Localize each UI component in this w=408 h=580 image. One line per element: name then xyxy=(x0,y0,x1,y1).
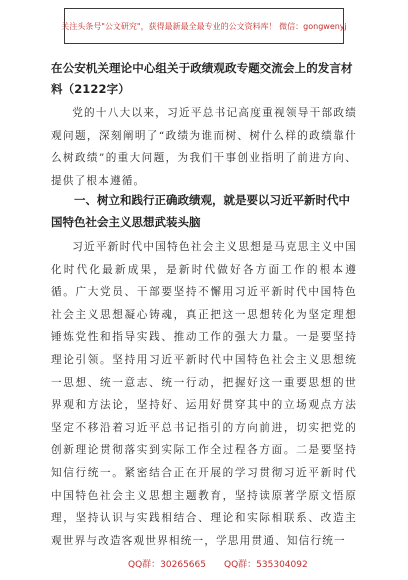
document-title: 在公安机关理论中心组关于政绩观政专题交流会上的发言材料（2122字） xyxy=(51,61,353,96)
intro-paragraph: 党的十八大以来，习近平总书记高度重视领导干部政绩观问题，深刻阐明了“政绩为谁而树、树什么样的政绩靠什么树政绩”的重大问题，为我们干事创业指明了前进方向、提供了根本遵循。 xyxy=(51,107,357,187)
footer-qq-group-2: QQ群：535304092 xyxy=(224,560,308,570)
footer-qq-group-1: QQ群：30265665 xyxy=(128,560,206,570)
header-banner xyxy=(61,8,347,44)
banner-text: 关注头条号"公文研究"，获得最新最全最专业的公文资料库！ 微信：gongwenyj xyxy=(61,21,347,31)
section-body-paragraph: 习近平新时代中国特色社会主义思想是马克思主义中国化时代化最新成果，是新时代做好各方面工作的根本遵循。广大党员、干部要坚持不懈用习近平新时代中国特色社会主义思想凝心铸魂，真正把这一思想转化为坚定理想锤炼党性和指导实践、推动工作的强大力量。一是要坚持理论引领。坚持用习近平新时代中国特色社会主义思想统一思想、统一意志、统一行动，把握好这一重要思想的世界观和方法论，坚持好、运用好贯穿其中的立场观点方法坚定不移沿着习近平总书记指引的方向前进，切实把党的创新理论贯彻落实到实际工作全过程各方面。二是要坚持知信行统一。紧密结合正在开展的学习贯彻习近平新时代中国特色社会主义思想主题教育，坚持读原著学原文悟原理，坚持认识与实践相结合、理论和实际相联系、改造主观世界与改造客观世界相统一，学思用贯通、知信行统一 xyxy=(51,241,357,547)
footer-contacts xyxy=(128,557,328,573)
section-heading: 一、树立和践行正确政绩观，就是要以习近平新时代中国特色社会主义思想武装头脑 xyxy=(51,193,350,229)
